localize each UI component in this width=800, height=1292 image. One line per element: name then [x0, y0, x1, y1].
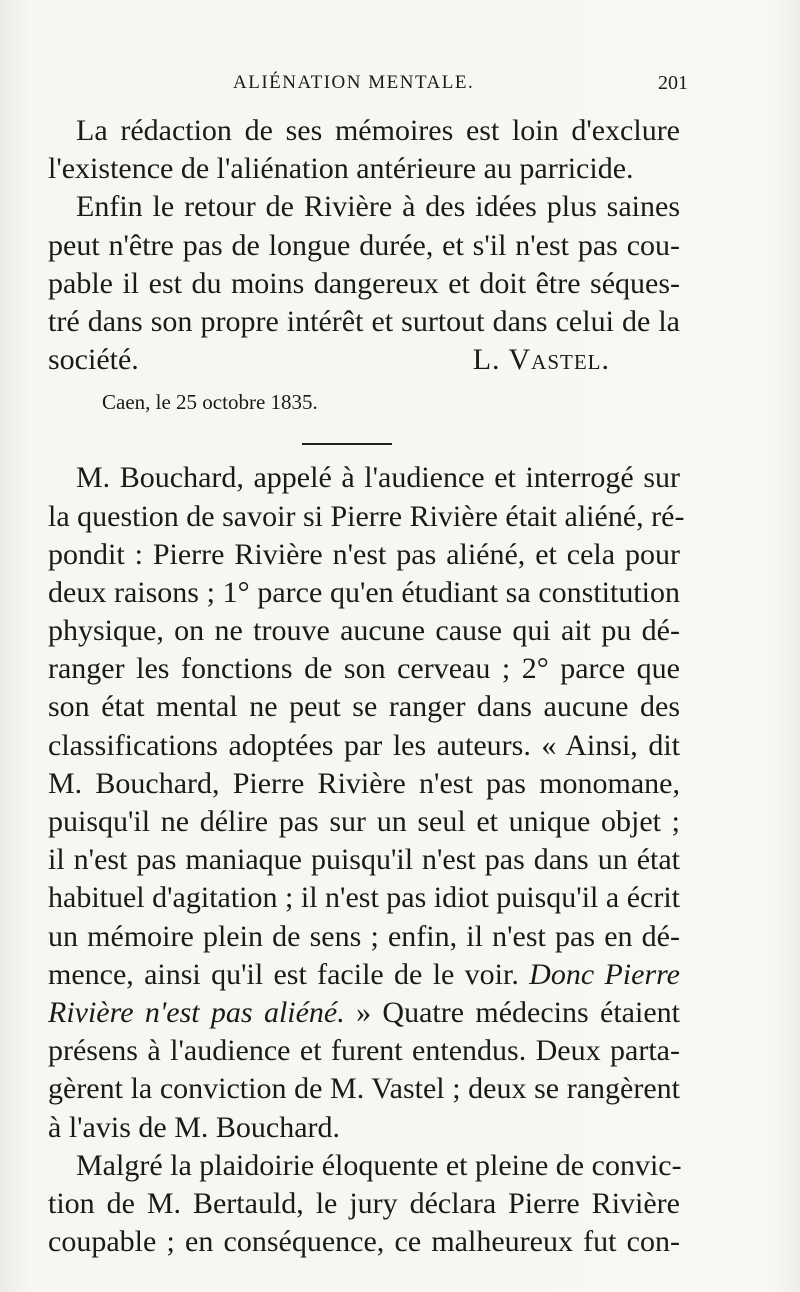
- text-line: M. Bouchard, Pierre Rivière n'est pas monomane,: [48, 766, 680, 800]
- text-line: l'existence de l'aliénation antérieure au parricide.: [48, 152, 634, 186]
- text-line: un mémoire plein de sens ; enfin, il n'est pas en dé-: [48, 919, 680, 953]
- signature: L. Vastel.: [472, 343, 610, 377]
- text-line: [48, 994, 680, 1032]
- body-text: [48, 112, 685, 1261]
- text-line: puisqu'il ne délire pas sur un seul et unique objet ;: [48, 805, 680, 838]
- text-line: présens à l'audience et furent entendus. Deux parta-: [48, 1034, 680, 1068]
- text-line: Malgré la plaidoirie éloquente et pleine de convic-: [76, 1148, 682, 1182]
- page-header: [48, 72, 688, 102]
- text-line: [48, 956, 680, 994]
- text-line: coupable ; en conséquence, ce malheureux fut con-: [48, 1225, 680, 1259]
- running-head: ALIÉNATION MENTALE.: [233, 72, 475, 93]
- text-line: pondit : Pierre Rivière n'est pas aliéné, et cela pour: [48, 537, 680, 571]
- text-line: physique, on ne trouve aucune cause qui ait pu dé-: [48, 614, 680, 648]
- text-line: La rédaction de ses mémoires est loin d'exclure: [76, 114, 680, 147]
- text-line: deux raisons ; 1° parce qu'en étudiant sa constitution: [48, 575, 680, 609]
- text-line: tion de M. Bertauld, le jury déclara Pierre Rivière: [48, 1186, 680, 1220]
- text-line: Enfin le retour de Rivière à des idées plus saines: [76, 190, 680, 224]
- text-line: à l'avis de M. Bouchard.: [48, 1110, 341, 1144]
- text-line: habituel d'agitation ; il n'est pas idiot puisqu'il a écrit: [48, 881, 680, 915]
- section-divider: [302, 443, 392, 445]
- text-line: ranger les fonctions de son cerveau ; 2° parce que: [48, 652, 680, 686]
- text-segment: mence, ainsi qu'il est facile de le voir.: [48, 957, 519, 991]
- italic-text: Donc Pierre: [529, 957, 681, 991]
- text-line: il n'est pas maniaque puisqu'il n'est pas dans un état: [48, 843, 680, 877]
- closing-text: société.: [48, 343, 139, 377]
- dateline: Caen, le 25 octobre 1835.: [102, 390, 318, 415]
- page-number: 201: [658, 72, 688, 94]
- italic-text: Rivière n'est pas aliéné.: [48, 995, 345, 1029]
- text-line: peut n'être pas de longue durée, et s'il n'est pas cou-: [48, 228, 680, 262]
- text-line: la question de savoir si Pierre Rivière était aliéné, ré-: [48, 499, 685, 533]
- closing-line: [48, 341, 680, 379]
- text-line: son état mental ne peut se ranger dans aucune des: [48, 690, 680, 724]
- text-line: gèrent la conviction de M. Vastel ; deux se rangèrent: [48, 1072, 680, 1106]
- text-line: classifications adoptées par les auteurs. « Ainsi, dit: [48, 728, 680, 762]
- text-line: M. Bouchard, appelé à l'audience et interrogé sur: [76, 461, 680, 495]
- text-line: pable il est du moins dangereux et doit être séques-: [48, 266, 680, 300]
- text-line: tré dans son propre intérêt et surtout dans celui de la: [48, 304, 680, 338]
- text-segment: » Quatre médecins étaient: [356, 995, 680, 1029]
